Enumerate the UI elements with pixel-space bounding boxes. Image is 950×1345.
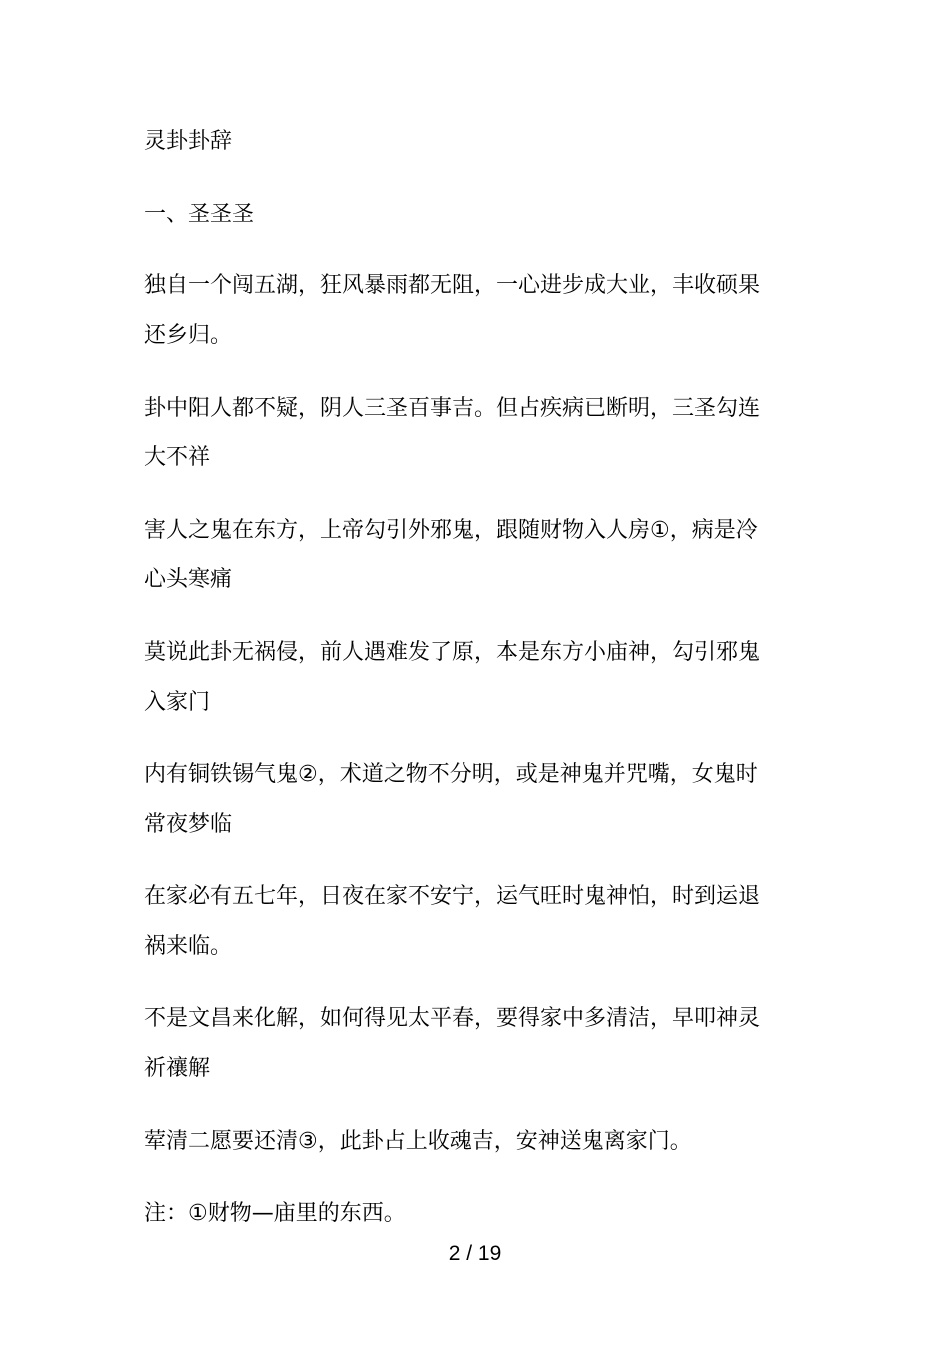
paragraph-1-line-1: 独自一个闯五湖，狂风暴雨都无阻，一心进步成大业，丰收硕果 — [144, 273, 761, 298]
footnote: 注：①财物—庙里的东西。 — [144, 1201, 406, 1226]
paragraph-5-line-1: 内有铜铁锡气鬼②，术道之物不分明，或是神鬼并咒嘴，女鬼时 — [144, 762, 758, 787]
paragraph-2-line-2: 大不祥 — [144, 445, 211, 470]
paragraph-3-line-1: 害人之鬼在东方，上帝勾引外邪鬼，跟随财物入人房①，病是冷 — [144, 518, 758, 543]
paragraph-5-line-2: 常夜梦临 — [144, 812, 233, 837]
paragraph-6-line-2: 祸来临。 — [144, 934, 233, 959]
paragraph-2-line-1: 卦中阳人都不疑，阴人三圣百事吉。但占疾病已断明，三圣勾连 — [144, 396, 761, 421]
document-title: 灵卦卦辞 — [144, 129, 233, 154]
paragraph-8-line-1: 荤清二愿要还清③，此卦占上收魂吉，安神送鬼离家门。 — [144, 1129, 692, 1154]
paragraph-3-line-2: 心头寒痛 — [144, 567, 233, 592]
paragraph-1-line-2: 还乡归。 — [144, 323, 233, 348]
section-heading: 一、圣圣圣 — [144, 202, 255, 227]
paragraph-4-line-2: 入家门 — [144, 690, 211, 715]
page-number: 2 / 19 — [448, 1242, 502, 1265]
paragraph-6-line-1: 在家必有五七年，日夜在家不安宁，运气旺时鬼神怕，时到运退 — [144, 884, 761, 909]
paragraph-7-line-1: 不是文昌来化解，如何得见太平春，要得家中多清洁，早叩神灵 — [144, 1006, 761, 1031]
paragraph-7-line-2: 祈禳解 — [144, 1056, 211, 1081]
paragraph-4-line-1: 莫说此卦无祸侵，前人遇难发了原，本是东方小庙神，勾引邪鬼 — [144, 640, 761, 665]
